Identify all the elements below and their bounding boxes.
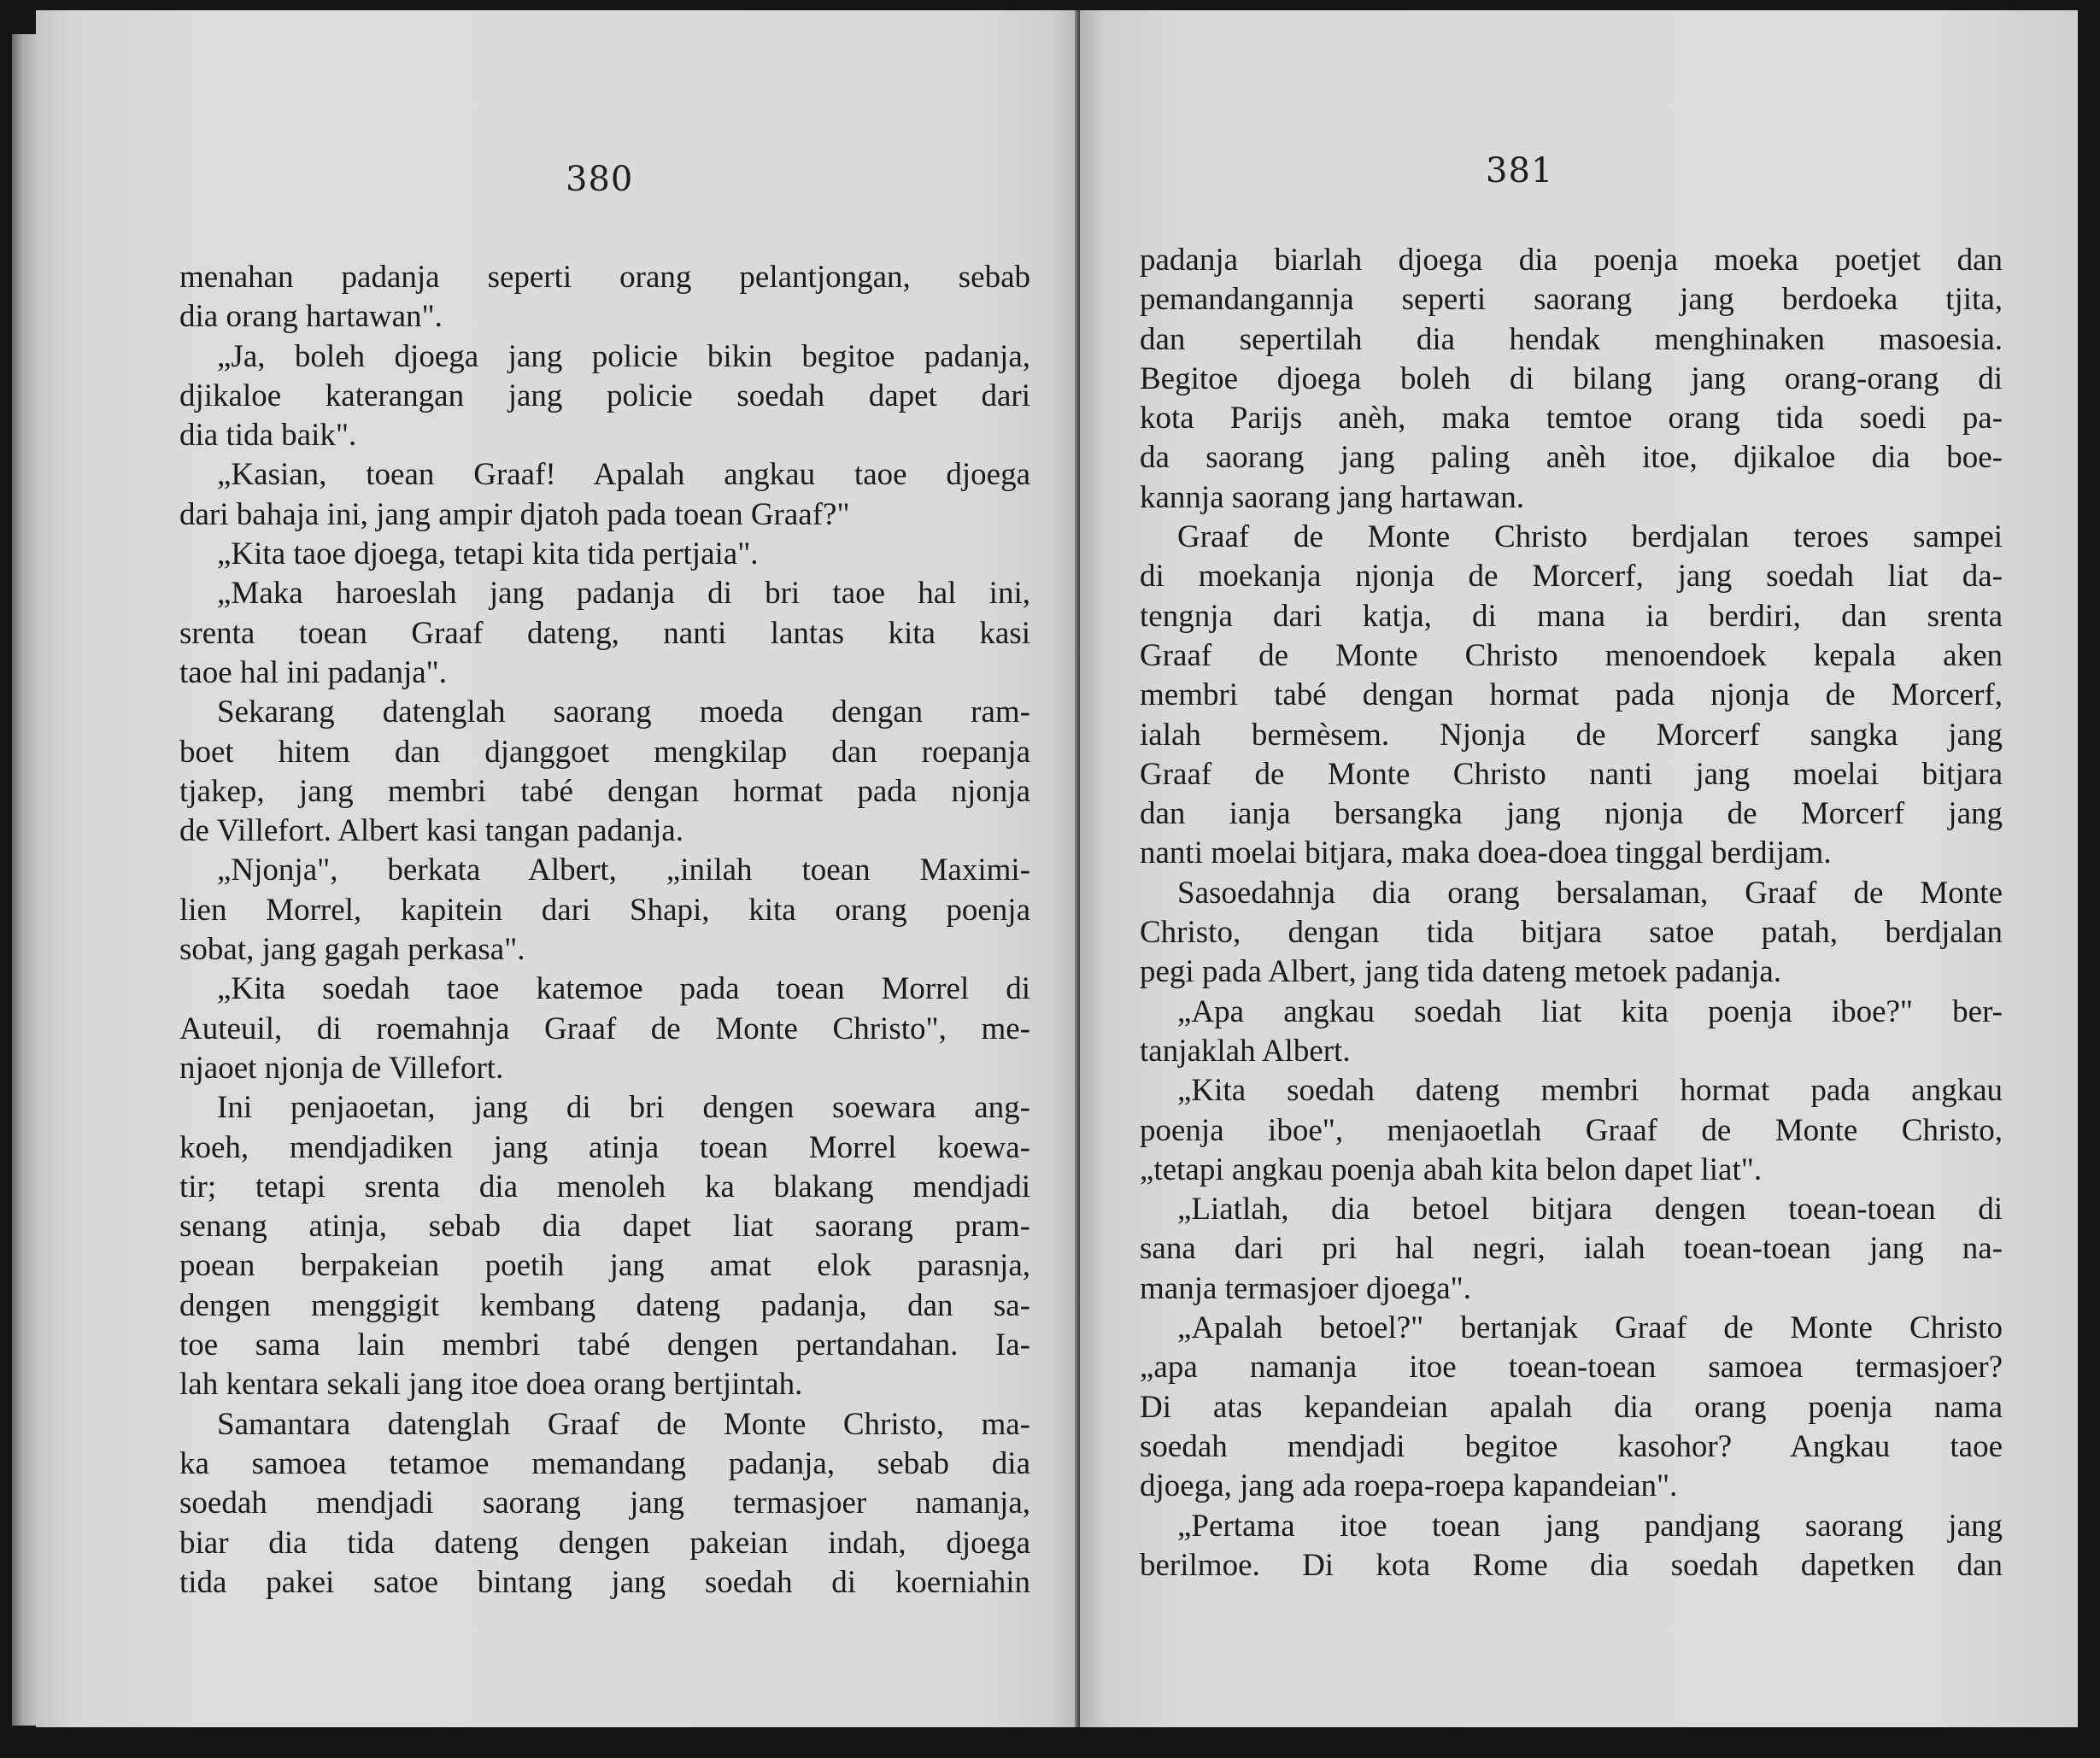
text-line: Di atas kepandeian apalah dia orang poenja nama <box>1140 1389 2003 1425</box>
text-line: padanja biarlah djoega dia poenja moeka poetjet dan <box>1140 243 2003 278</box>
text-line: „Liatlah, dia betoel bitjara dengen toean-toean di <box>1177 1192 2003 1228</box>
left-page <box>36 10 1080 1727</box>
text-line: Auteuil, di roemahnja Graaf de Monte Christo", me- <box>179 1011 1030 1046</box>
right-page <box>1080 10 2078 1727</box>
text-line: Graaf de Monte Christo menoendoek kepala aken <box>1140 637 2003 673</box>
text-line: tanjaklah Albert. <box>1140 1033 1351 1069</box>
text-line: dari bahaja ini, jang ampir djatoh pada toean Graaf?" <box>179 496 850 532</box>
text-line: „Kita soedah dateng membri hormat pada angkau <box>1177 1073 2003 1109</box>
text-line: boet hitem dan djanggoet mengkilap dan roepanja <box>179 734 1030 770</box>
text-line: ialah bermèsem. Njonja de Morcerf sangka jang <box>1140 717 2003 753</box>
text-line: srenta toean Graaf dateng, nanti lantas kita kasi <box>179 615 1030 651</box>
book-edge <box>12 34 38 1726</box>
text-line: djoega, jang ada roepa-roepa kapandeian". <box>1140 1468 1678 1504</box>
text-line: „Kita soedah taoe katemoe pada toean Morrel di <box>217 971 1030 1007</box>
text-line: njaoet njonja de Villefort. <box>179 1050 504 1086</box>
text-line: da saorang jang paling anèh itoe, djikaloe dia boe- <box>1140 440 2003 476</box>
left-page-number: 380 <box>566 160 634 199</box>
text-line: soedah mendjadi saorang jang termasjoer namanja, <box>179 1486 1030 1521</box>
text-line: Sekarang datenglah saorang moeda dengan ram- <box>217 694 1030 730</box>
text-line: senang atinja, sebab dia dapet liat saorang pram- <box>179 1209 1030 1245</box>
text-line: „Njonja", berkata Albert, „inilah toean Maximi- <box>217 853 1030 888</box>
text-line: taoe hal ini padanja". <box>179 654 448 690</box>
text-line: Begitoe djoega boleh di bilang jang orang-orang di <box>1140 360 2003 396</box>
left-page-text <box>179 258 1030 1603</box>
text-line: tida pakei satoe bintang jang soedah di koerniahin <box>179 1564 1030 1600</box>
text-line: kota Parijs anèh, maka temtoe orang tida soedi pa- <box>1140 401 2003 437</box>
text-line: „Apalah betoel?" bertanjak Graaf de Monte Christo <box>1177 1310 2003 1346</box>
text-line: pemandangannja seperti saorang jang berdoeka tjita, <box>1140 282 2003 318</box>
text-line: dengen menggigit kembang dateng padanja, dan sa- <box>179 1287 1030 1323</box>
right-page-number: 381 <box>1486 151 1554 190</box>
text-line: sana dari pri hal negri, ialah toean-toean jang na- <box>1140 1231 2003 1267</box>
text-line: Christo, dengan tida bitjara satoe patah, berdjalan <box>1140 915 2003 951</box>
text-line: di moekanja njonja de Morcerf, jang soedah liat da- <box>1140 559 2003 595</box>
text-line: tjakep, jang membri tabé dengan hormat pada njonja <box>179 773 1030 809</box>
text-line: manja termasjoer djoega". <box>1140 1270 1472 1306</box>
text-line: kannja saorang jang hartawan. <box>1140 479 1524 515</box>
text-line: ka samoea tetamoe memandang padanja, sebab dia <box>179 1445 1030 1481</box>
text-line: lah kentara sekali jang itoe doea orang bertjintah. <box>179 1367 803 1403</box>
text-line: Ini penjaoetan, jang di bri dengen soewara ang- <box>217 1090 1030 1126</box>
text-line: menahan padanja seperti orang pelantjongan, sebab <box>179 260 1030 295</box>
text-line: sobat, jang gagah perkasa". <box>179 932 525 968</box>
text-line: koeh, mendjadiken jang atinja toean Morrel koewa- <box>179 1129 1030 1165</box>
text-line: dia tida baik". <box>179 418 357 454</box>
text-line: „Ja, boleh djoega jang policie bikin begitoe padanja, <box>217 338 1030 374</box>
text-line: soedah mendjadi begitoe kasohor? Angkau taoe <box>1140 1428 2003 1464</box>
text-line: „Maka haroeslah jang padanja di bri taoe hal ini, <box>217 576 1030 612</box>
text-line: dia orang hartawan". <box>179 299 443 335</box>
text-line: Graaf de Monte Christo berdjalan teroes sampei <box>1177 519 2003 555</box>
text-line: „apa namanja itoe toean-toean samoea termasjoer? <box>1140 1350 2003 1386</box>
text-line: „Apa angkau soedah liat kita poenja iboe?" ber- <box>1177 993 2003 1029</box>
text-line: „Kasian, toean Graaf! Apalah angkau taoe djoega <box>217 457 1030 493</box>
text-line: „Pertama itoe toean jang pandjang saorang jang <box>1177 1508 2003 1544</box>
text-line: berilmoe. Di kota Rome dia soedah dapetken dan <box>1140 1547 2003 1583</box>
text-line: tir; tetapi srenta dia menoleh ka blakang mendjadi <box>179 1169 1030 1204</box>
text-line: de Villefort. Albert kasi tangan padanja. <box>179 813 683 849</box>
text-line: „tetapi angkau poenja abah kita belon dapet liat". <box>1140 1151 1763 1187</box>
text-line: „Kita taoe djoega, tetapi kita tida pertjaia". <box>217 536 759 572</box>
text-line: dan sepertilah dia hendak menghinaken masoesia. <box>1140 321 2003 357</box>
text-line: toe sama lain membri tabé dengen pertandahan. Ia- <box>179 1327 1030 1363</box>
text-line: Graaf de Monte Christo nanti jang moelai bitjara <box>1140 756 2003 792</box>
text-line: Sasoedahnja dia orang bersalaman, Graaf de Monte <box>1177 875 2003 911</box>
text-line: biar dia tida dateng dengen pakeian indah, djoega <box>179 1525 1030 1561</box>
right-page-text <box>1140 241 2003 1585</box>
text-line: Samantara datenglah Graaf de Monte Christo, ma- <box>217 1406 1030 1442</box>
text-line: poenja iboe", menjaoetlah Graaf de Monte Christo, <box>1140 1112 2003 1148</box>
text-line: lien Morrel, kapitein dari Shapi, kita orang poenja <box>179 892 1030 928</box>
text-line: djikaloe katerangan jang policie soedah dapet dari <box>179 378 1030 413</box>
text-line: pegi pada Albert, jang tida dateng metoek padanja. <box>1140 954 1782 990</box>
text-line: tengnja dari katja, di mana ia berdiri, dan srenta <box>1140 598 2003 634</box>
text-line: nanti moelai bitjara, maka doea-doea tinggal berdijam. <box>1140 835 1832 871</box>
text-line: dan ianja bersangka jang njonja de Morcerf jang <box>1140 796 2003 832</box>
text-line: membri tabé dengan hormat pada njonja de Morcerf, <box>1140 677 2003 713</box>
text-line: poean berpakeian poetih jang amat elok parasnja, <box>179 1248 1030 1284</box>
